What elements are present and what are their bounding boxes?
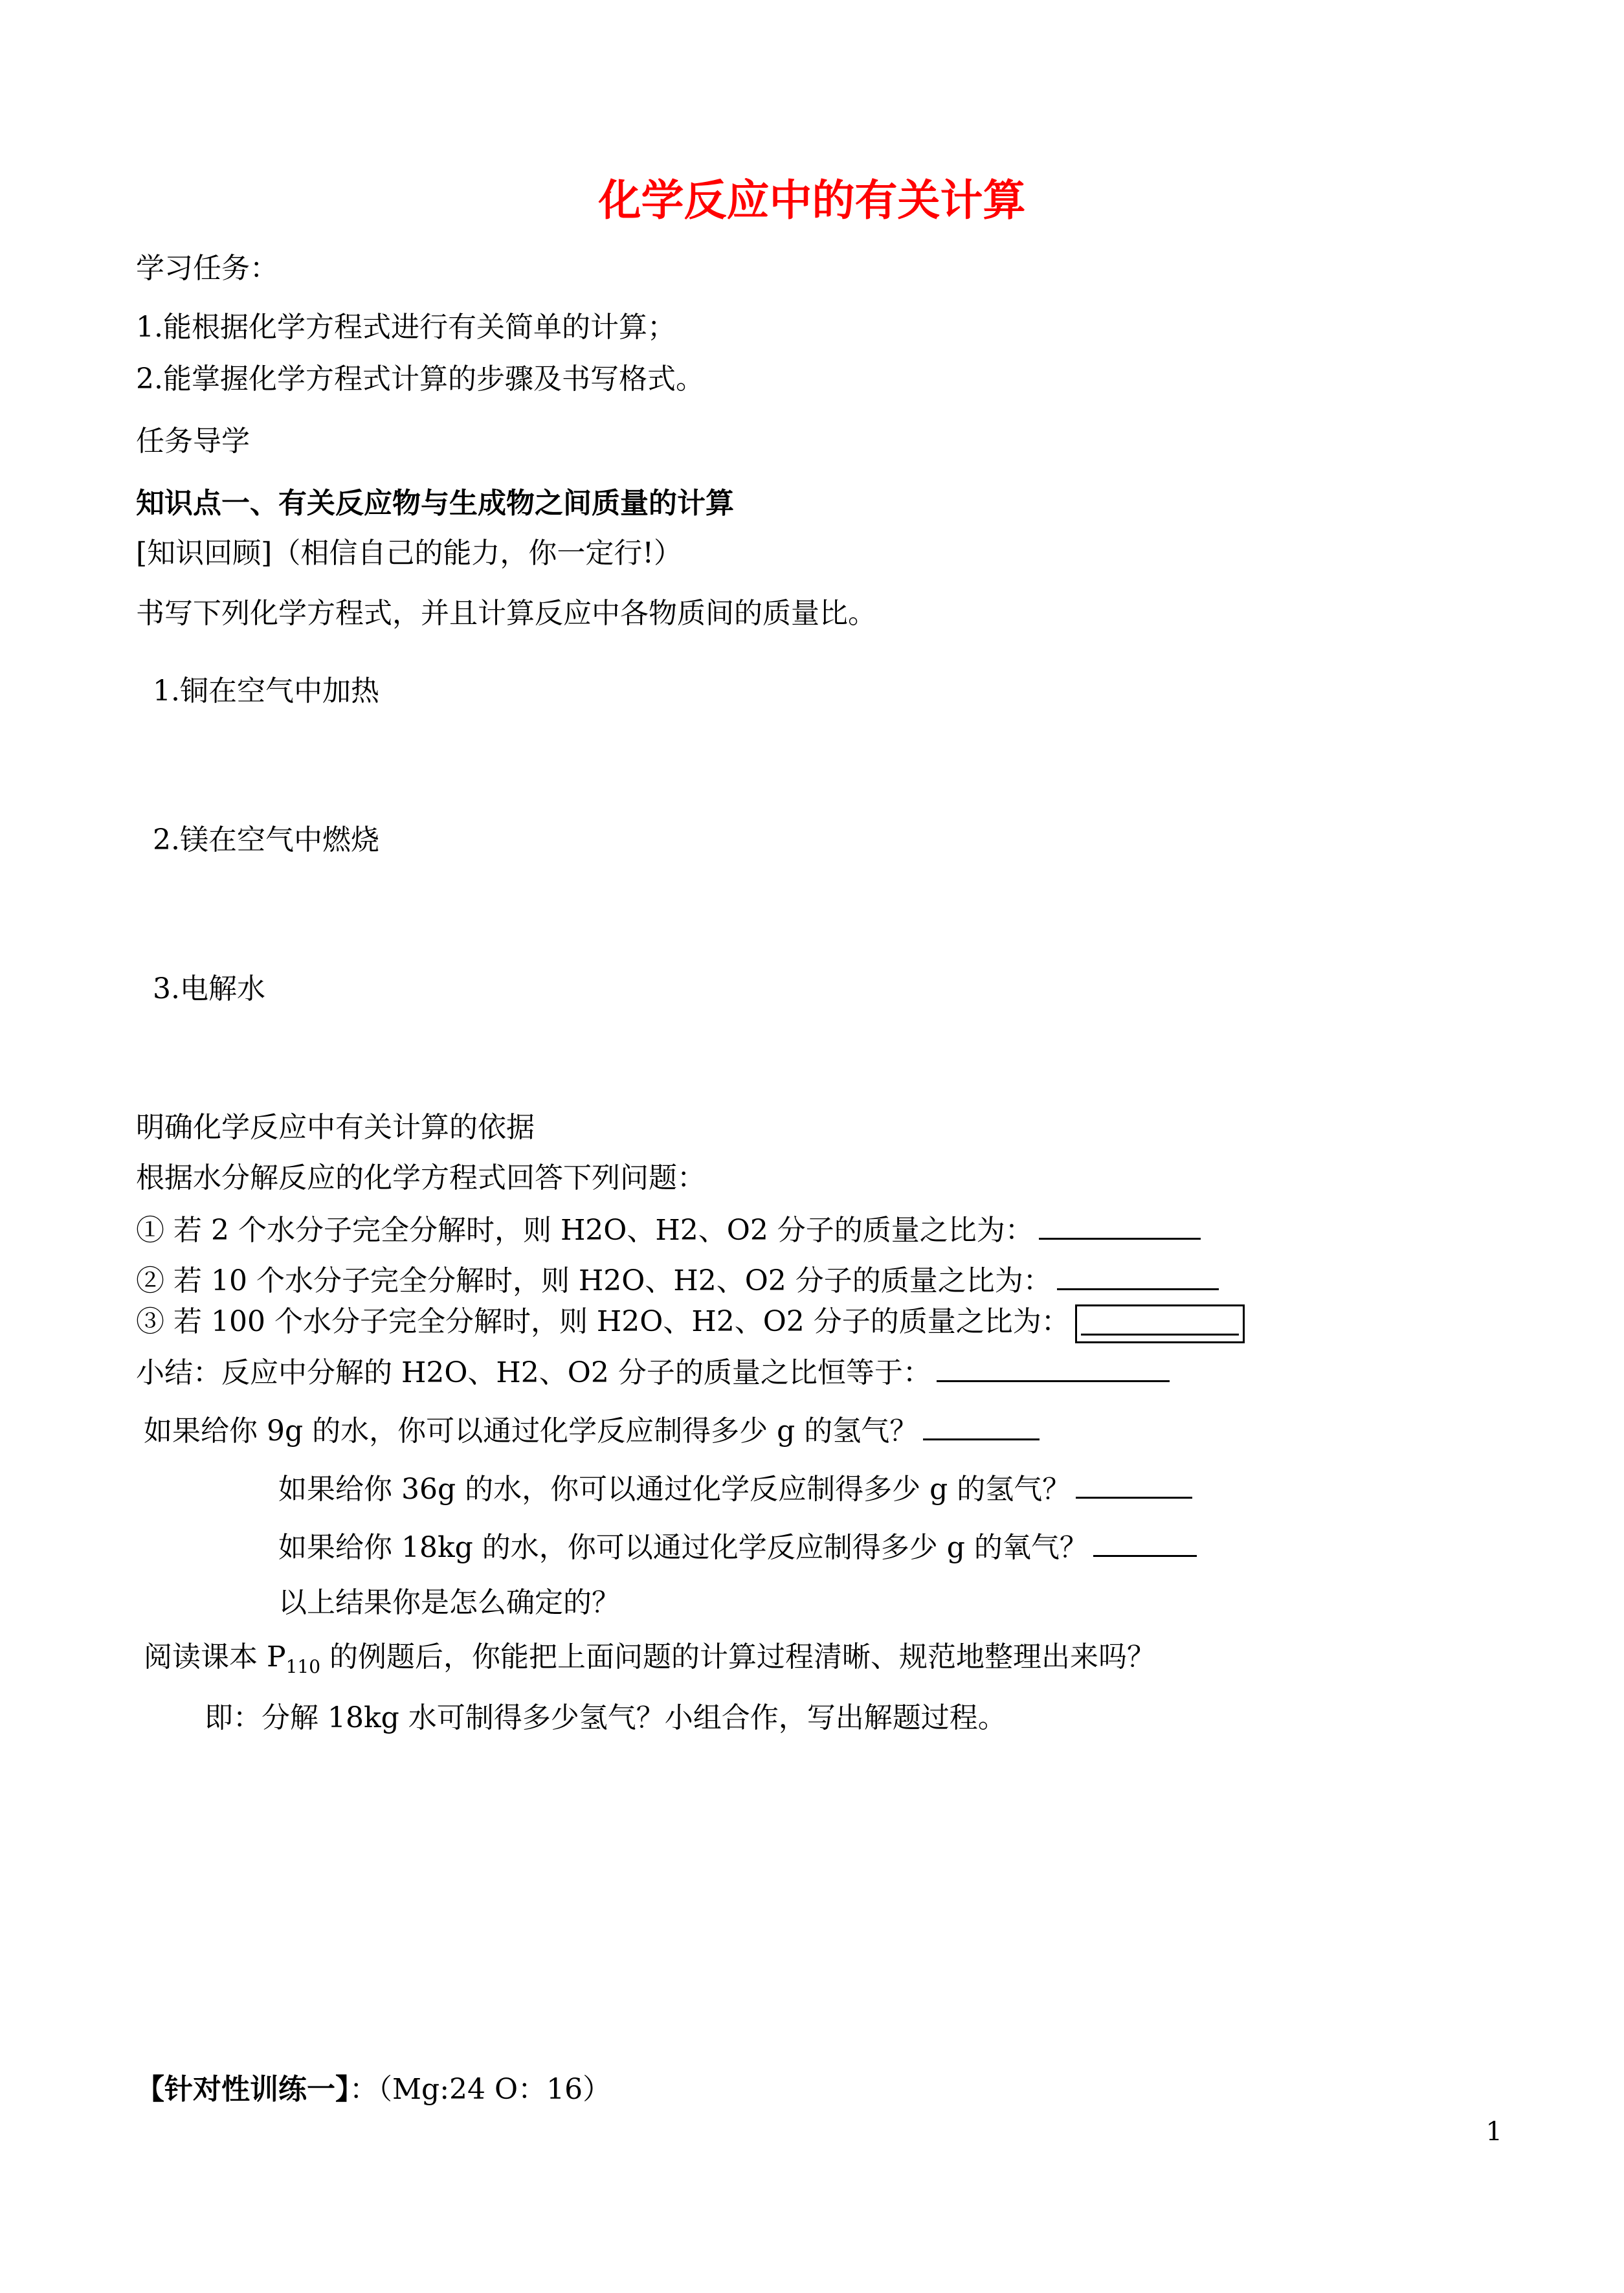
water-blank-2[interactable] <box>1076 1468 1192 1499</box>
question-1 <box>136 1209 1201 1250</box>
water-question-2-text: 如果给你 36g 的水，你可以通过化学反应制得多少 g 的氢气？ <box>278 1473 1071 1506</box>
answer-blank-2[interactable] <box>1057 1260 1219 1290</box>
question-3-text: ③ 若 100 个水分子完全分解时，则 H2O、H2、O2 分子的质量之比为： <box>136 1305 1070 1338</box>
answer-blank-1[interactable] <box>1039 1209 1201 1240</box>
question-1-text: ① 若 2 个水分子完全分解时，则 H2O、H2、O2 分子的质量之比为： <box>136 1214 1034 1247</box>
task-item-2: 2.能掌握化学方程式计算的步骤及书写格式。 <box>136 363 704 396</box>
read-prefix: 阅读课本 P <box>144 1640 286 1673</box>
basis-heading: 明确化学反应中有关计算的依据 <box>136 1111 535 1144</box>
guide-heading: 任务导学 <box>136 425 250 458</box>
water-question-1-text: 如果给你 9g 的水，你可以通过化学反应制得多少 g 的氢气？ <box>144 1415 918 1448</box>
task-heading: 学习任务： <box>136 252 278 285</box>
equation-3: 3.电解水 <box>153 972 265 1005</box>
water-blank-1[interactable] <box>923 1410 1040 1440</box>
basis-intro: 根据水分解反应的化学方程式回答下列问题： <box>136 1161 706 1194</box>
training-line <box>136 2070 611 2109</box>
question-2 <box>136 1260 1219 1301</box>
example-task: 即：分解 18kg 水可制得多少氢气？小组合作，写出解题过程。 <box>205 1701 1007 1734</box>
water-question-1 <box>144 1410 1040 1451</box>
page-number: 1 <box>1485 2117 1502 2147</box>
water-blank-3[interactable] <box>1093 1527 1197 1557</box>
equation-2: 2.镁在空气中燃烧 <box>153 823 379 856</box>
water-question-4: 以上结果你是怎么确定的？ <box>278 1586 620 1619</box>
question-3 <box>136 1303 1245 1343</box>
water-question-2 <box>278 1468 1192 1509</box>
read-suffix: 的例题后，你能把上面问题的计算过程清晰、规范地整理出来吗？ <box>320 1640 1156 1673</box>
training-atomic-masses: ：（Mg:24 O：16） <box>350 2073 612 2106</box>
knowledge-review: [知识回顾]（相信自己的能力，你一定行!） <box>136 537 683 570</box>
summary-blank[interactable] <box>937 1352 1170 1382</box>
equation-1: 1.铜在空气中加热 <box>153 675 379 708</box>
instruction-text: 书写下列化学方程式，并且计算反应中各物质间的质量比。 <box>136 597 876 630</box>
question-2-text: ② 若 10 个水分子完全分解时，则 H2O、H2、O2 分子的质量之比为： <box>136 1264 1052 1297</box>
summary-line <box>136 1352 1170 1393</box>
page-subscript: 110 <box>285 1655 321 1677</box>
section1-heading: 知识点一、有关反应物与生成物之间质量的计算 <box>136 487 734 520</box>
water-question-3 <box>278 1527 1197 1567</box>
answer-box-3[interactable] <box>1075 1304 1245 1343</box>
water-question-3-text: 如果给你 18kg 的水，你可以通过化学反应制得多少 g 的氧气？ <box>278 1531 1088 1564</box>
summary-text: 小结：反应中分解的 H2O、H2、O2 分子的质量之比恒等于： <box>136 1356 931 1389</box>
read-textbook-line <box>144 1638 1155 1686</box>
page-title: 化学反应中的有关计算 <box>598 175 1026 225</box>
training-heading: 【针对性训练一】 <box>136 2073 350 2106</box>
task-item-1: 1.能根据化学方程式进行有关简单的计算； <box>136 311 676 344</box>
